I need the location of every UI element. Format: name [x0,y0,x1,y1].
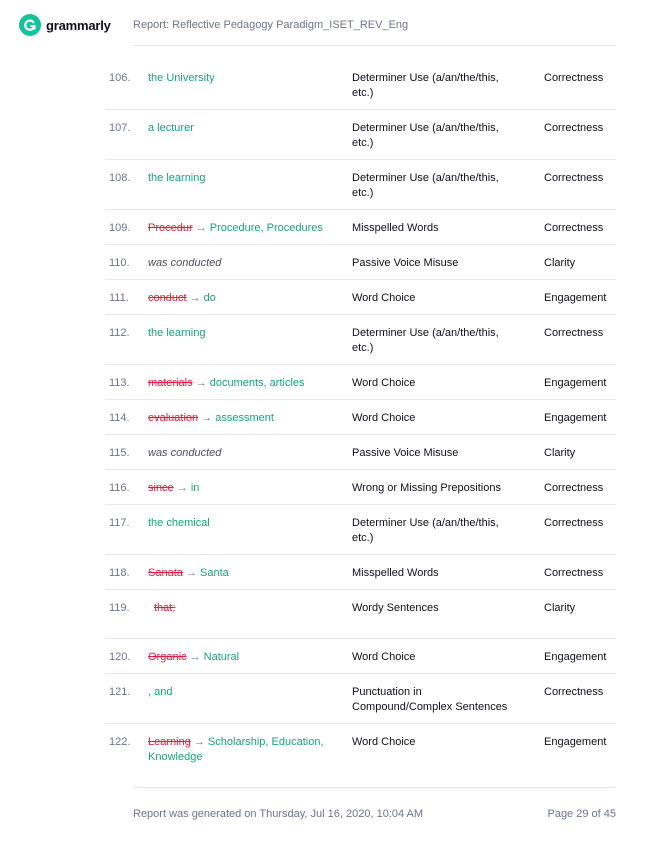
arrow-right-icon: → [189,292,201,304]
row-number: 108. [109,172,131,184]
issue-type: Determiner Use (a/an/the/this, etc.) [352,172,499,199]
deleted-text: conduct [148,292,187,304]
suggestion-text [148,481,338,496]
issue-category: Correctness [544,327,604,339]
replacement-text: assessment [215,412,274,424]
suggestion-text [148,411,338,426]
issue-type: Misspelled Words [352,222,439,234]
deleted-text: Procedur [148,222,193,234]
row-number: 122. [109,736,131,748]
row-number: 111. [109,292,129,304]
table-row [105,400,616,435]
report-title: Report: Reflective Pedagogy Paradigm_ISET_REV_Eng [133,19,409,31]
suggestion-text [148,376,338,391]
issue-type: Word Choice [352,292,416,304]
arrow-right-icon: → [189,651,201,663]
table-row [105,315,616,365]
deleted-text: Organic [148,651,187,663]
suggestion-text: a lecturer [148,122,194,134]
issue-category: Engagement [544,292,607,304]
suggestion-text [148,601,338,616]
row-number: 120. [109,651,131,663]
deleted-text: evaluation [148,412,199,424]
row-number: 117. [109,517,130,529]
suggestion-text [148,566,338,581]
suggestion-text: the learning [148,172,206,184]
row-number: 114. [109,412,130,424]
issue-category: Clarity [544,447,576,459]
suggestion-text [148,735,333,765]
suggestion-text: , and [148,686,173,698]
table-row [105,210,616,245]
row-number: 115. [109,447,130,459]
issue-category: Correctness [544,72,604,84]
issue-type: Punctuation in Compound/Complex Sentences [352,686,508,713]
issue-category: Engagement [544,412,607,424]
issue-category: Engagement [544,651,607,663]
arrow-right-icon: → [193,736,205,748]
issue-type: Wrong or Missing Prepositions [352,482,501,494]
row-number: 109. [109,222,131,234]
issue-category: Engagement [544,736,607,748]
issue-type: Determiner Use (a/an/the/this, etc.) [352,327,499,354]
suggestion-text [148,650,338,665]
issue-type: Determiner Use (a/an/the/this, etc.) [352,122,499,149]
row-number: 112. [109,327,130,339]
table-row [105,245,616,280]
row-number: 119. [109,602,130,614]
suggestion-text [148,291,338,306]
replacement-text: documents, articles [209,377,305,389]
table-row [105,110,616,160]
grammarly-g-icon [19,14,41,36]
row-number: 106. [109,72,131,84]
replacement-text: Procedure, Procedures [209,222,323,234]
suggestion-text [148,221,338,236]
issue-category: Clarity [544,602,576,614]
table-row [105,724,616,774]
footer-divider [133,787,616,788]
issue-type: Passive Voice Misuse [352,257,459,269]
table-row [105,280,616,315]
deleted-text: since [148,482,174,494]
issue-category: Correctness [544,482,604,494]
suggestion-text: the chemical [148,517,210,529]
suggestions-table [105,60,616,774]
arrow-right-icon: → [195,377,207,389]
suggestion-text: the University [148,72,215,84]
row-number: 121. [109,686,131,698]
row-number: 110. [109,257,130,269]
issue-category: Correctness [544,517,604,529]
issue-category: Correctness [544,172,604,184]
arrow-right-icon: → [195,222,207,234]
grammarly-logo [19,14,111,36]
issue-category: Correctness [544,122,604,134]
issue-category: Clarity [544,257,576,269]
issue-type: Wordy Sentences [352,602,439,614]
replacement-text: Natural [203,651,240,663]
issue-type: Determiner Use (a/an/the/this, etc.) [352,517,499,544]
table-row [105,590,616,639]
deleted-text: Sanata [148,567,183,579]
replacement-text: do [203,292,216,304]
brand-name: grammarly [46,17,111,33]
table-row [105,639,616,674]
page-number: Page 29 of 45 [547,808,616,820]
issue-category: Correctness [544,222,604,234]
arrow-right-icon: → [185,567,197,579]
issue-category: Correctness [544,567,604,579]
issue-type: Word Choice [352,736,416,748]
replacement-text: in [190,482,200,494]
table-row [105,160,616,210]
issue-type: Passive Voice Misuse [352,447,459,459]
suggestion-text: the learning [148,327,206,339]
replacement-text: Scholarship, Education, Knowledge [148,736,324,763]
deleted-text: that; [154,602,176,614]
suggestion-text: was conducted [148,257,222,269]
deleted-text: materials [148,377,193,389]
deleted-text: Learning [148,736,191,748]
row-number: 113. [109,377,130,389]
arrow-right-icon: → [176,482,188,494]
table-row [105,470,616,505]
issue-type: Word Choice [352,377,416,389]
table-row [105,60,616,110]
suggestion-text: was conducted [148,447,222,459]
issue-category: Engagement [544,377,607,389]
report-generated-text: Report was generated on Thursday, Jul 16, 2020, 10:04 AM [133,808,424,820]
row-number: 118. [109,567,130,579]
table-row [105,435,616,470]
row-number: 107. [109,122,131,134]
replacement-text: Santa [200,567,229,579]
arrow-right-icon: → [201,412,213,424]
issue-category: Correctness [544,686,604,698]
issue-type: Word Choice [352,651,416,663]
header-divider [133,45,616,46]
table-row [105,674,616,724]
row-number: 116. [109,482,130,494]
issue-type: Determiner Use (a/an/the/this, etc.) [352,72,499,99]
issue-type: Word Choice [352,412,416,424]
table-row [105,505,616,555]
issue-type: Misspelled Words [352,567,439,579]
table-row [105,365,616,400]
table-row [105,555,616,590]
